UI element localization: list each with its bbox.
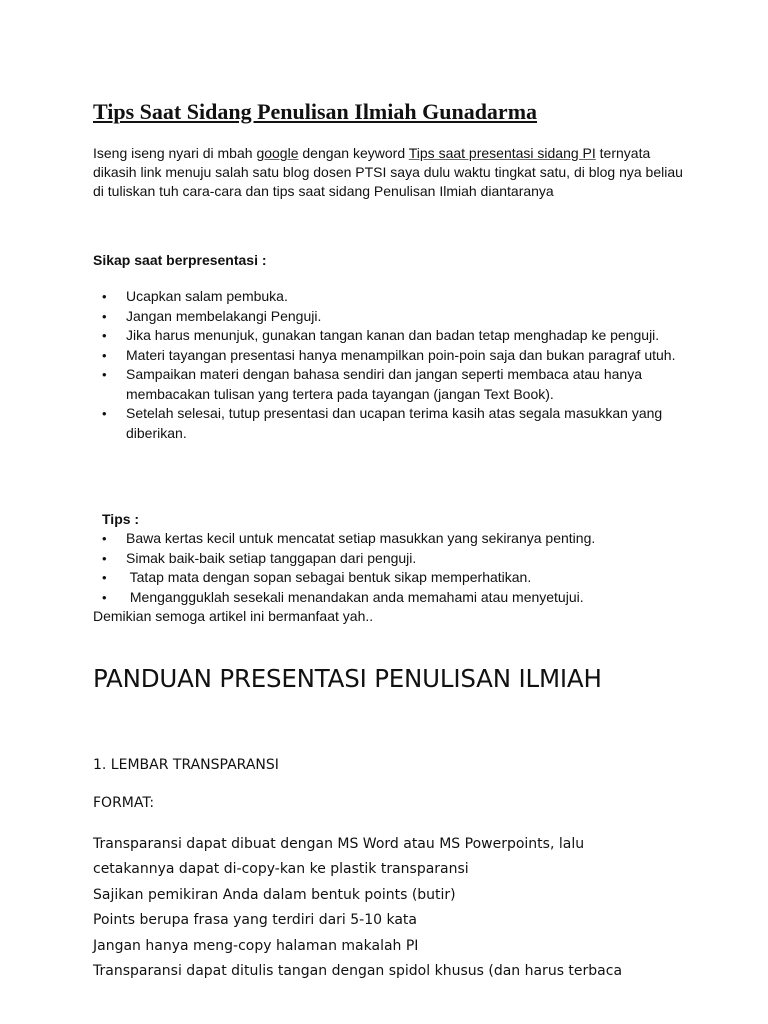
list-item: • Mengangguklah sesekali menandakan anda memahami atau menyetujui. (102, 588, 686, 608)
closing-text: Demikian semoga artikel ini bermanfaat yah.. (93, 608, 374, 624)
intro-text-3: ternyata dikasih link menuju salah satu blog dosen PTSI saya dulu waktu tingkat satu, di blog nya beliau di tuliskan tuh cara-cara dan tips saat sidang Penulisan Ilmiah diantaranya (93, 145, 683, 199)
list-item: • Jika harus menunjuk, gunakan tangan kanan dan badan tetap menghadap ke penguji. (102, 326, 686, 346)
keyword-link[interactable]: Tips saat presentasi sidang PI (408, 145, 596, 161)
format-label: FORMAT: (93, 795, 155, 811)
list-item: • Materi tayangan presentasi hanya menampilkan poin-poin saja dan bukan paragraf utuh. (102, 346, 686, 366)
body-line: Transparansi dapat ditulis tangan dengan spidol khusus (dan harus terbaca (93, 963, 623, 980)
sikap-list (102, 287, 686, 443)
section-1-heading: 1. LEMBAR TRANSPARANSI (93, 757, 279, 773)
intro-text-2: dengan keyword (298, 145, 409, 161)
format-lines (93, 832, 622, 984)
body-line: cetakannya dapat di-copy-kan ke plastik transparansi (93, 861, 469, 878)
intro-text-1: Iseng iseng nyari di mbah (93, 145, 257, 161)
list-item: • Sampaikan materi dengan bahasa sendiri dan jangan seperti membaca atau hanya membacakan tulisan yang tertera pada tayangan (jangan Text Book). (102, 365, 686, 404)
panduan-heading: PANDUAN PRESENTASI PENULISAN ILMIAH (93, 664, 602, 693)
list-item: • Ucapkan salam pembuka. (102, 287, 686, 307)
list-item: • Simak baik-baik setiap tanggapan dari penguji. (102, 549, 686, 569)
body-line: Jangan hanya meng-copy halaman makalah PI (93, 937, 419, 954)
list-item: • Setelah selesai, tutup presentasi dan ucapan terima kasih atas segala masukkan yang diberikan. (102, 404, 686, 443)
list-item: • Bawa kertas kecil untuk mencatat setiap masukkan yang sekiranya penting. (102, 529, 686, 549)
list-item: • Tatap mata dengan sopan sebagai bentuk sikap memperhatikan. (102, 568, 686, 588)
body-line: Points berupa frasa yang terdiri dari 5-10 kata (93, 912, 417, 929)
tips-list (102, 529, 686, 607)
intro-paragraph (93, 144, 693, 201)
list-item: • Jangan membelakangi Penguji. (102, 307, 686, 327)
tips-heading: Tips : (102, 511, 140, 527)
sikap-heading: Sikap saat berpresentasi : (93, 252, 267, 268)
body-line: Sajikan pemikiran Anda dalam bentuk points (butir) (93, 886, 456, 903)
body-line: Transparansi dapat dibuat dengan MS Word atau MS Powerpoints, lalu (93, 836, 585, 852)
google-link[interactable]: google (256, 145, 299, 161)
article-title: Tips Saat Sidang Penulisan Ilmiah Gunadarma (93, 99, 538, 124)
